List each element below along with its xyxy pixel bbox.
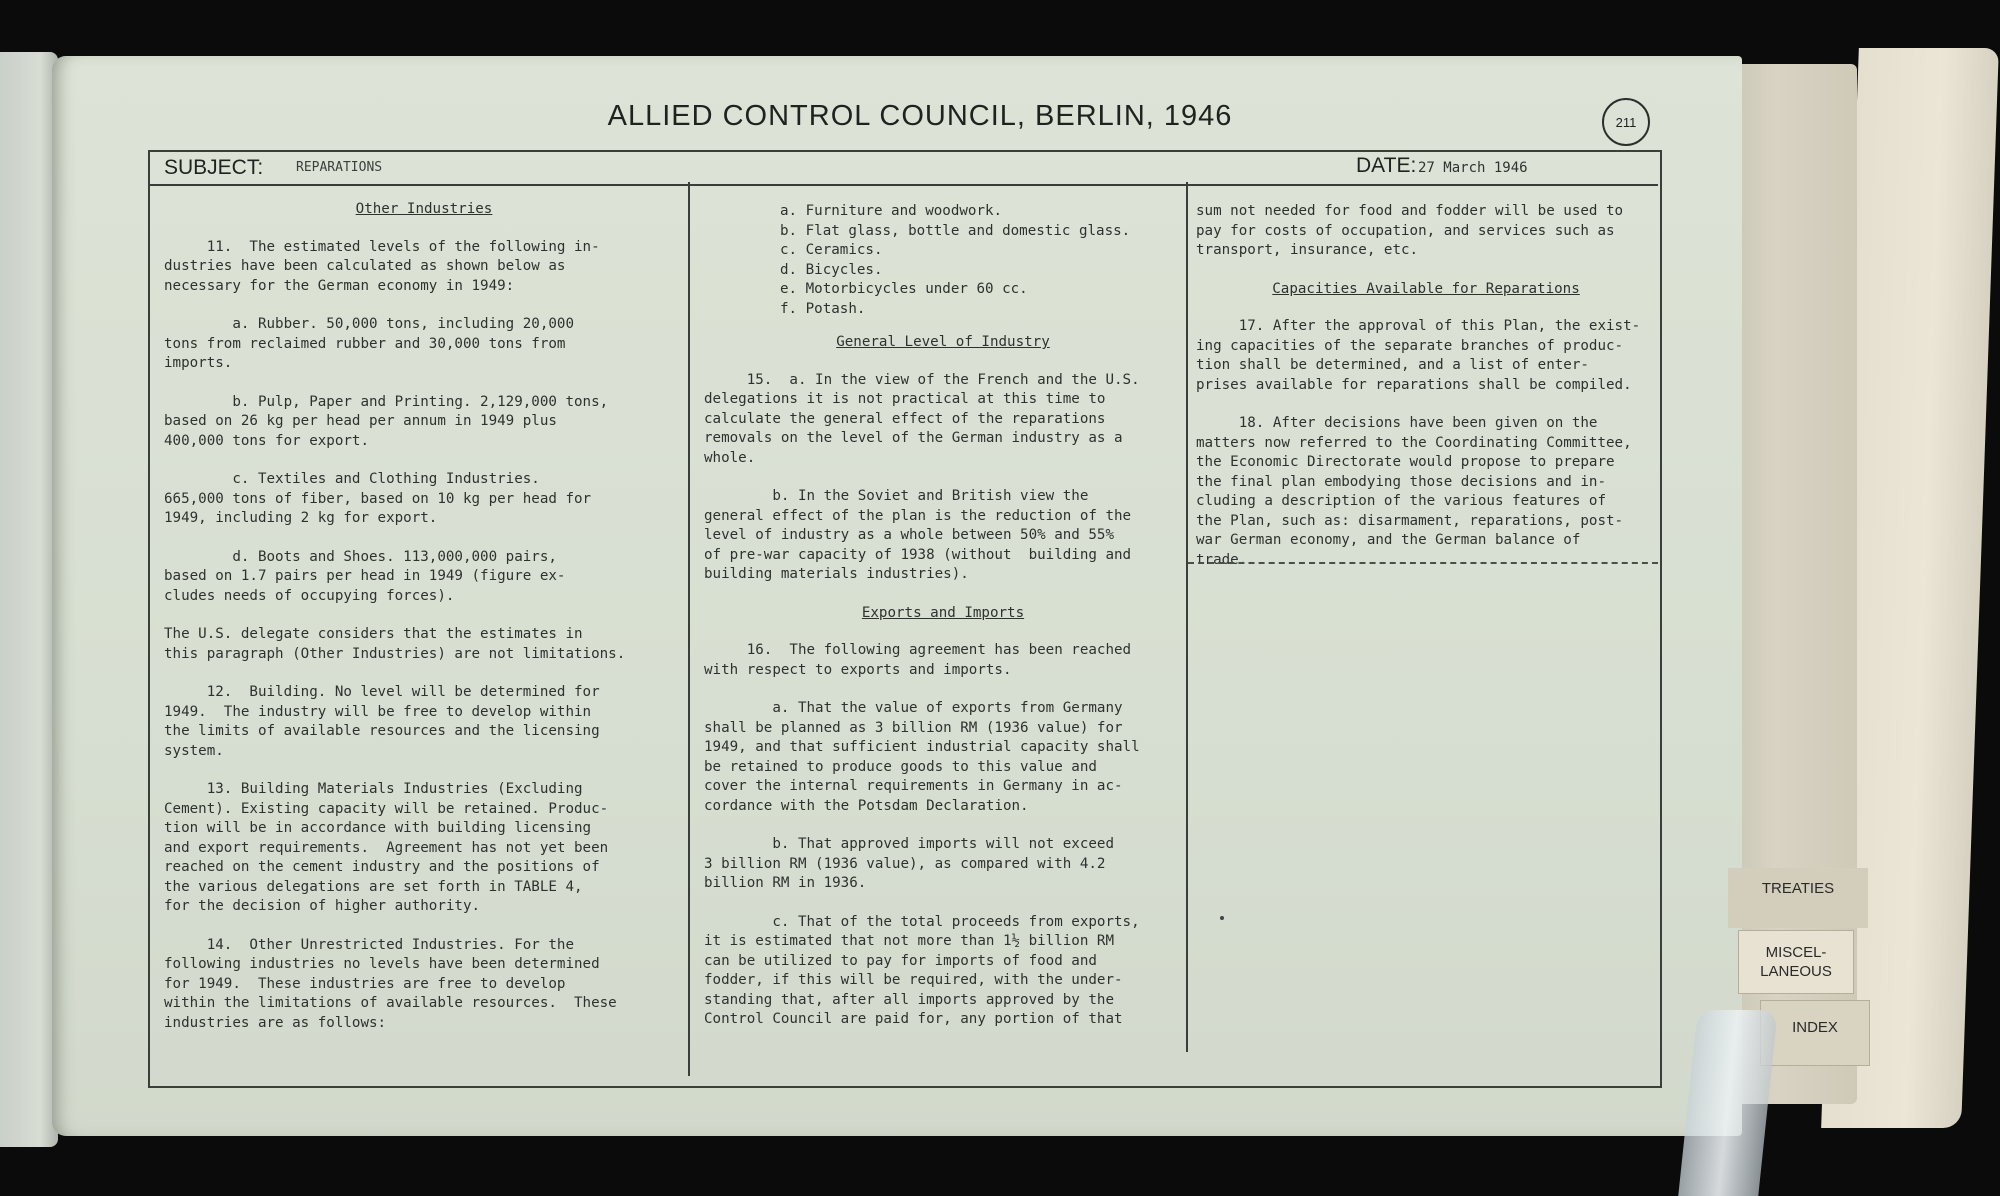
- para-11a: a. Rubber. 50,000 tons, including 20,000 tons from reclaimed rubber and 30,000 tons from imports.: [164, 316, 575, 371]
- para-15a: 15. a. In the view of the French and the U.S. delegations it is not practical at this time to calculate the general effect of the reparations removals on the level of the German industry as a whole.: [704, 371, 1140, 466]
- para-11d: d. Boots and Shoes. 113,000,000 pairs, based on 1.7 pairs per head in 1949 (figure ex- cludes needs of occupying forces).: [164, 548, 566, 604]
- subject-label: SUBJECT:: [164, 156, 264, 179]
- para-17: 17. After the approval of this Plan, the exist- ing capacities of the separate branches of produc- tion shall be determined, and a list of enter- prises available for reparations shall be compiled.: [1196, 318, 1641, 393]
- list-item: f. Potash.: [780, 300, 866, 317]
- list-item: b. Flat glass, bottle and domestic glass.: [780, 222, 1131, 239]
- para-11c: c. Textiles and Clothing Industries. 665,000 tons of fiber, based on 10 kg per head for 1949, including 2 kg for export.: [164, 471, 592, 526]
- page-title: ALLIED CONTROL COUNCIL, BERLIN, 1946: [607, 100, 1233, 132]
- para-15b: b. In the Soviet and British view the general effect of the plan is the reduction of the level of industry as a whole between 50% and 55% of pre-war capacity of 1938 (without building and building materials industries).: [704, 488, 1132, 582]
- para-16c-continued: sum not needed for food and fodder will be used to pay for costs of occupation, and services such as transport, insurance, etc.: [1196, 203, 1624, 258]
- list-item: e. Motorbicycles under 60 cc.: [780, 281, 1028, 297]
- tab-miscellaneous[interactable]: MISCEL- LANEOUS: [1738, 930, 1854, 994]
- column-divider-1: [688, 182, 690, 1076]
- date-label: DATE:: [1356, 154, 1417, 177]
- para-16a: a. That the value of exports from Germany shall be planned as 3 billion RM (1936 value) for 1949, and that sufficient industrial capacity shall be retained to produce goods to this value and cover the internal requirements in Germany in ac- cordance with the Potsdam Declaration.: [704, 700, 1140, 814]
- left-page-edge: [0, 52, 58, 1147]
- column-divider-2: [1186, 182, 1188, 1052]
- end-dashed-rule: [1188, 562, 1658, 564]
- para-11b: b. Pulp, Paper and Printing. 2,129,000 tons, based on 26 kg per head per annum in 1949 plus 400,000 tons for export.: [164, 393, 609, 449]
- stray-dot: [1220, 916, 1224, 920]
- right-border-inner: [1660, 150, 1662, 1030]
- para-12: 12. Building. No level will be determined for 1949. The industry will be free to develop within the limits of available resources and the licensing system.: [164, 684, 600, 759]
- page-number: 211: [1602, 98, 1650, 146]
- list-item: d. Bicycles.: [780, 261, 883, 278]
- column-1: [164, 196, 684, 1052]
- industries-list: [704, 202, 1182, 319]
- para-16: 16. The following agreement has been reached with respect to exports and imports.: [704, 642, 1132, 678]
- para-16b: b. That approved imports will not exceed 3 billion RM (1936 value), as compared with 4.2 billion RM in 1936.: [704, 836, 1115, 891]
- heading-other-industries: Other Industries: [355, 201, 493, 217]
- heading-exports-imports: Exports and Imports: [861, 604, 1025, 621]
- subject-value: REPARATIONS: [296, 160, 383, 175]
- column-2: [704, 202, 1182, 1049]
- column-3: [1196, 202, 1656, 589]
- list-item: c. Ceramics.: [780, 242, 883, 258]
- para-18: 18. After decisions have been given on the matters now referred to the Coordinating Committee, the Economic Directorate would propose to prepare the final plan embodying those decisions and in- cluding a description of the various features of the Plan, such as: disarmament, reparations, post- war German economy, and the German balance of trade.: [1196, 415, 1632, 568]
- tab-treaties[interactable]: TREATIES: [1728, 868, 1868, 928]
- heading-capacities: Capacities Available for Reparations: [1272, 280, 1580, 297]
- para-16c: c. That of the total proceeds from exports, it is estimated that not more than 1½ billion RM can be utilized to pay for imports of food and fodder, if this will be required, with the under- standing that, after all imports approved by the Control Council are paid for, any portion of that: [704, 913, 1140, 1027]
- para-us-note: The U.S. delegate considers that the estimates in this paragraph (Other Industries) are not limitations.: [164, 626, 626, 662]
- list-item: a. Furniture and woodwork.: [780, 203, 1003, 219]
- date-value: 27 March 1946: [1418, 160, 1528, 176]
- para-11: 11. The estimated levels of the following in- dustries have been calculated as shown below as necessary for the German economy in 1949:: [164, 238, 600, 294]
- tab-index[interactable]: INDEX: [1760, 1000, 1870, 1066]
- para-13: 13. Building Materials Industries (Excluding Cement). Existing capacity will be retained. Produc- tion will be in accordance with building licensing and export requirements. Agreement has not yet been reached on the cement industry and the positions of the various delegations are set forth in TABLE 4, for the decision of higher authority.: [164, 781, 609, 914]
- para-14: 14. Other Unrestricted Industries. For the following industries no levels have been determined for 1949. These industries are free to develop within the limitations of available resources. These industries are as follows:: [164, 936, 617, 1031]
- heading-general-level: General Level of Industry: [836, 334, 1050, 350]
